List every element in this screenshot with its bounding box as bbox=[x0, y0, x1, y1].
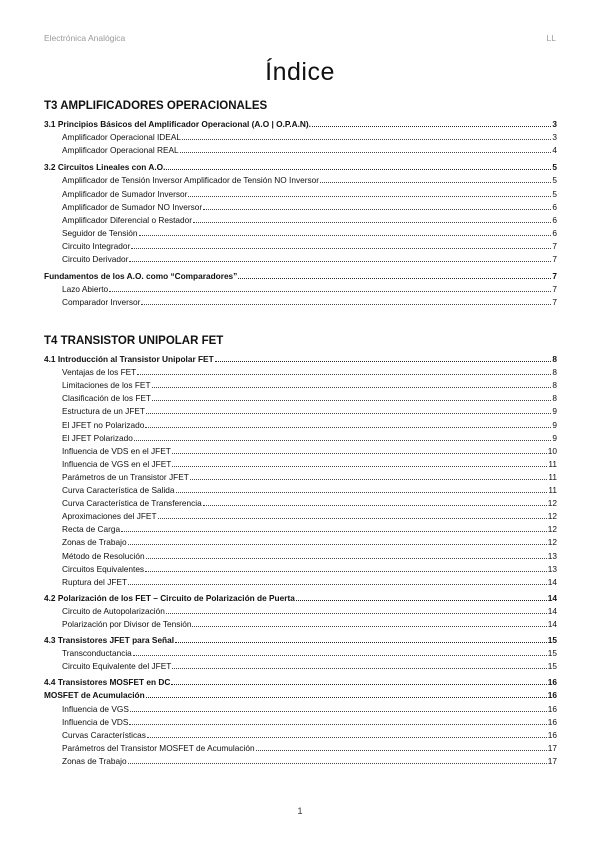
toc-section-entry-page-number: 16 bbox=[547, 677, 557, 688]
toc-entry-page-number: 15 bbox=[547, 661, 557, 672]
toc-entry[interactable] bbox=[44, 457, 557, 470]
running-header-initials: LL bbox=[546, 33, 556, 43]
toc-entry-label: Limitaciones de los FET bbox=[62, 380, 151, 391]
toc-entry-page-number: 11 bbox=[548, 458, 557, 469]
toc-entry[interactable] bbox=[44, 200, 557, 213]
dot-leader bbox=[129, 724, 546, 725]
dot-leader bbox=[147, 737, 547, 738]
toc-entry[interactable] bbox=[44, 509, 557, 522]
dot-leader bbox=[141, 304, 551, 305]
toc-entry-label: Polarización por Divisor de Tensión bbox=[62, 618, 192, 629]
toc-entry-page-number: 3 bbox=[552, 132, 557, 143]
toc-entry-page-number: 10 bbox=[547, 445, 557, 456]
dot-leader bbox=[171, 684, 546, 685]
toc-entry[interactable] bbox=[44, 404, 557, 417]
dot-leader bbox=[128, 544, 547, 545]
dot-leader bbox=[172, 668, 546, 669]
toc-section-entry-page-number: 7 bbox=[552, 271, 557, 282]
dot-leader bbox=[139, 235, 552, 236]
toc-part-t4 bbox=[44, 334, 557, 767]
toc-entry-page-number: 6 bbox=[552, 227, 557, 238]
toc-section-entry-label: 3.1 Principios Básicos del Amplificador Operacional (A.O | O.P.A.N). bbox=[44, 119, 311, 130]
toc-entry-page-number: 7 bbox=[552, 254, 557, 265]
toc-entry-page-number: 12 bbox=[547, 511, 557, 522]
toc-entry-label: El JFET Polarizado bbox=[62, 432, 133, 443]
toc-section-entry[interactable] bbox=[44, 269, 557, 282]
toc-entry[interactable] bbox=[44, 604, 557, 617]
toc-entry-label: Recta de Carga bbox=[62, 524, 121, 535]
page-number: 1 bbox=[297, 806, 303, 816]
dot-leader bbox=[192, 626, 546, 627]
toc-section-entry-page-number: 16 bbox=[547, 690, 557, 701]
toc-entry[interactable] bbox=[44, 226, 557, 239]
toc-entry-label: Transconductancia bbox=[62, 648, 132, 659]
dot-leader bbox=[137, 374, 551, 375]
toc-entry-page-number: 9 bbox=[552, 406, 557, 417]
toc-entry-page-number: 5 bbox=[552, 175, 557, 186]
toc-entry[interactable] bbox=[44, 575, 557, 588]
toc-part-heading: T4 TRANSISTOR UNIPOLAR FET bbox=[44, 335, 224, 347]
dot-leader bbox=[146, 413, 551, 414]
toc-entry-page-number: 9 bbox=[552, 432, 557, 443]
dot-leader bbox=[166, 169, 551, 170]
dot-leader bbox=[175, 642, 547, 643]
toc-entry-page-number: 12 bbox=[547, 498, 557, 509]
toc-section-entry[interactable] bbox=[44, 633, 557, 646]
toc-entry[interactable] bbox=[44, 444, 557, 457]
toc-entry[interactable] bbox=[44, 186, 557, 199]
toc-entry-label: Circuitos Equivalentes bbox=[62, 563, 145, 574]
toc-entry[interactable] bbox=[44, 754, 557, 767]
toc-entry-page-number: 11 bbox=[548, 485, 557, 496]
toc-entry-page-number: 16 bbox=[547, 729, 557, 740]
toc-entry-page-number: 17 bbox=[547, 742, 557, 753]
toc-entry-label: Amplificador Operacional IDEAL bbox=[62, 132, 181, 143]
toc-section-entry-label: 3.2 Circuitos Lineales con A.O. bbox=[44, 162, 166, 173]
toc-entry-label: Estructura de un JFET bbox=[62, 406, 146, 417]
toc-entry-label: Seguidor de Tensión bbox=[62, 227, 138, 238]
toc-entry-page-number: 7 bbox=[552, 240, 557, 251]
dot-leader bbox=[215, 361, 552, 362]
toc-entry-label: Circuito Derivador bbox=[62, 254, 129, 265]
toc-entry-label: Parámetros de un Transistor JFET bbox=[62, 471, 189, 482]
toc-entry-page-number: 14 bbox=[547, 605, 557, 616]
toc-entry[interactable] bbox=[44, 239, 557, 252]
toc-entry-label: Influencia de VDS en el JFET bbox=[62, 445, 171, 456]
dot-leader bbox=[193, 222, 551, 223]
toc-entry-label: Circuito de Autopolarización bbox=[62, 605, 165, 616]
toc-entry[interactable] bbox=[44, 173, 557, 186]
toc-entry[interactable] bbox=[44, 470, 557, 483]
page-title: Índice bbox=[265, 58, 335, 86]
toc-entry[interactable] bbox=[44, 378, 557, 391]
toc-entry-page-number: 6 bbox=[552, 214, 557, 225]
toc-entry-label: El JFET no Polarizado bbox=[62, 419, 145, 430]
toc-entry-page-number: 14 bbox=[547, 618, 557, 629]
toc-section-entry[interactable] bbox=[44, 117, 557, 130]
dot-leader bbox=[238, 278, 551, 279]
dot-leader bbox=[166, 613, 547, 614]
toc-section-entry[interactable] bbox=[44, 688, 557, 701]
toc-section-entry-label: 4.1 Introducción al Transistor Unipolar FET bbox=[44, 354, 214, 365]
dot-leader bbox=[121, 531, 547, 532]
dot-leader bbox=[128, 584, 547, 585]
dot-leader bbox=[296, 600, 547, 601]
toc-part-t3 bbox=[44, 99, 557, 308]
dot-leader bbox=[180, 152, 552, 153]
dot-leader bbox=[158, 518, 547, 519]
toc-section-entry-label: 4.2 Polarización de los FET – Circuito de Polarización de Puerta bbox=[44, 592, 295, 603]
dot-leader bbox=[129, 261, 551, 262]
toc-section-entry[interactable] bbox=[44, 675, 557, 688]
toc-entry-page-number: 9 bbox=[552, 419, 557, 430]
toc-entry-label: Zonas de Trabajo bbox=[62, 755, 127, 766]
running-header-title: Electrónica Analógica bbox=[44, 33, 126, 43]
toc-entry-label: Curva Característica de Salida bbox=[62, 485, 175, 496]
toc-entry-label: Influencia de VDS bbox=[62, 716, 129, 727]
toc-entry[interactable] bbox=[44, 365, 557, 378]
dot-leader bbox=[152, 387, 552, 388]
toc-entry[interactable] bbox=[44, 741, 557, 754]
dot-leader bbox=[146, 558, 547, 559]
toc-entry[interactable] bbox=[44, 143, 557, 156]
toc-entry-page-number: 12 bbox=[547, 537, 557, 548]
toc-entry-label: Influencia de VGS en el JFET bbox=[62, 458, 172, 469]
toc-entry[interactable] bbox=[44, 728, 557, 741]
toc-entry-label: Circuito Equivalente del JFET bbox=[62, 661, 172, 672]
toc-section-entry-label: 4.3 Transistores JFET para Señal bbox=[44, 635, 175, 646]
dot-leader bbox=[145, 427, 551, 428]
toc-entry[interactable] bbox=[44, 617, 557, 630]
toc-entry[interactable] bbox=[44, 646, 557, 659]
toc-entry[interactable] bbox=[44, 562, 557, 575]
dot-leader bbox=[152, 400, 551, 401]
toc-entry-page-number: 4 bbox=[552, 145, 557, 156]
dot-leader bbox=[131, 248, 551, 249]
dot-leader bbox=[172, 453, 547, 454]
toc-entry-page-number: 8 bbox=[552, 367, 557, 378]
dot-leader bbox=[128, 763, 547, 764]
toc-entry-label: Zonas de Trabajo bbox=[62, 537, 127, 548]
toc-part-heading: T3 AMPLIFICADORES OPERACIONALES bbox=[44, 100, 268, 112]
toc-entry[interactable] bbox=[44, 659, 557, 672]
toc-section-entry-label: 4.4 Transistores MOSFET en DC bbox=[44, 677, 171, 688]
dot-leader bbox=[190, 479, 548, 480]
toc-section-entry[interactable] bbox=[44, 160, 557, 173]
toc-entry-page-number: 11 bbox=[548, 471, 557, 482]
toc-entry-page-number: 13 bbox=[547, 563, 557, 574]
toc-entry-label: Clasificación de los FET bbox=[62, 393, 151, 404]
toc-entry[interactable] bbox=[44, 701, 557, 714]
dot-leader bbox=[203, 505, 547, 506]
toc-section-entry-label: Fundamentos de los A.O. como “Comparadores” bbox=[44, 271, 238, 282]
dot-leader bbox=[320, 182, 551, 183]
toc-entry-label: Parámetros del Transistor MOSFET de Acumulación bbox=[62, 742, 255, 753]
dot-leader bbox=[109, 291, 551, 292]
dot-leader bbox=[182, 139, 551, 140]
dot-leader bbox=[134, 440, 552, 441]
toc-entry-label: Amplificador de Sumador NO Inversor bbox=[62, 201, 203, 212]
dot-leader bbox=[133, 655, 547, 656]
toc-entry-label: Amplificador Operacional REAL bbox=[62, 145, 179, 156]
toc-entry-label: Amplificador Diferencial o Restador bbox=[62, 214, 193, 225]
toc-entry-page-number: 7 bbox=[552, 284, 557, 295]
toc-section-entry-page-number: 15 bbox=[547, 635, 557, 646]
toc-section-entry-label: MOSFET de Acumulación bbox=[44, 690, 145, 701]
toc-entry-page-number: 7 bbox=[552, 297, 557, 308]
toc-entry[interactable] bbox=[44, 391, 557, 404]
dot-leader bbox=[146, 697, 547, 698]
dot-leader bbox=[312, 126, 551, 127]
dot-leader bbox=[145, 571, 547, 572]
toc-section-entry-page-number: 14 bbox=[547, 592, 557, 603]
toc-entry-page-number: 8 bbox=[552, 380, 557, 391]
toc-entry-label: Método de Resolución bbox=[62, 550, 145, 561]
toc-entry-label: Influencia de VGS bbox=[62, 703, 129, 714]
toc-entry[interactable] bbox=[44, 417, 557, 430]
toc-entry-label: Ruptura del JFET bbox=[62, 576, 128, 587]
toc-entry-label: Lazo Abierto bbox=[62, 284, 109, 295]
toc-entry-label: Curvas Características bbox=[62, 729, 146, 740]
toc-entry-page-number: 14 bbox=[547, 576, 557, 587]
toc-entry-page-number: 12 bbox=[547, 524, 557, 535]
toc-entry[interactable] bbox=[44, 483, 557, 496]
toc-section-entry-page-number: 5 bbox=[552, 162, 557, 173]
toc-entry-page-number: 8 bbox=[552, 393, 557, 404]
toc-entry-page-number: 16 bbox=[547, 716, 557, 727]
toc-entry[interactable] bbox=[44, 295, 557, 308]
toc-entry[interactable] bbox=[44, 535, 557, 548]
toc-section-entry[interactable] bbox=[44, 352, 557, 365]
toc-entry[interactable] bbox=[44, 130, 557, 143]
toc-entry-label: Amplificador de Tensión Inversor Amplificador de Tensión NO Inversor bbox=[62, 175, 320, 186]
toc-entry[interactable] bbox=[44, 252, 557, 265]
toc-entry[interactable] bbox=[44, 282, 557, 295]
toc-entry-page-number: 5 bbox=[552, 188, 557, 199]
toc-section-entry-page-number: 3 bbox=[552, 119, 557, 130]
toc-entry-label: Aproximaciones del JFET bbox=[62, 511, 157, 522]
toc-entry-label: Circuito Integrador bbox=[62, 240, 131, 251]
toc-entry[interactable] bbox=[44, 213, 557, 226]
dot-leader bbox=[256, 750, 547, 751]
toc-entry[interactable] bbox=[44, 548, 557, 561]
toc-entry-page-number: 16 bbox=[547, 703, 557, 714]
dot-leader bbox=[203, 209, 551, 210]
toc-entry-page-number: 6 bbox=[552, 201, 557, 212]
dot-leader bbox=[130, 711, 547, 712]
dot-leader bbox=[176, 492, 548, 493]
dot-leader bbox=[188, 196, 551, 197]
toc-entry[interactable] bbox=[44, 496, 557, 509]
toc-entry-label: Comparador Inversor bbox=[62, 297, 141, 308]
toc-section-entry[interactable] bbox=[44, 591, 557, 604]
toc-section-entry-page-number: 8 bbox=[552, 354, 557, 365]
toc-entry-label: Curva Característica de Transferencia bbox=[62, 498, 202, 509]
dot-leader bbox=[172, 466, 547, 467]
toc-entry-page-number: 13 bbox=[547, 550, 557, 561]
toc-entry-page-number: 15 bbox=[547, 648, 557, 659]
toc-entry[interactable] bbox=[44, 715, 557, 728]
toc-entry-label: Amplificador de Sumador Inversor bbox=[62, 188, 188, 199]
toc-entry-label: Ventajas de los FET bbox=[62, 367, 137, 378]
toc-entry[interactable] bbox=[44, 431, 557, 444]
toc-entry[interactable] bbox=[44, 522, 557, 535]
toc-entry-page-number: 17 bbox=[547, 755, 557, 766]
